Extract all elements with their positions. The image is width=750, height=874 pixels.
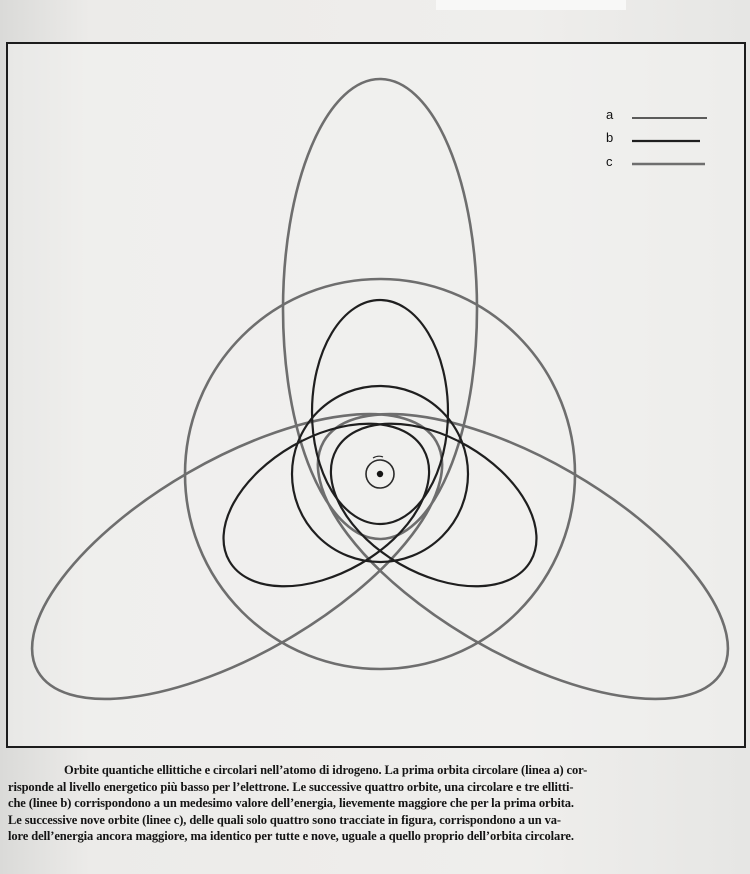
caption-line-4: Le successive nove orbite (linee c), delle quali solo quattro sono tracciate in figura, corrispondono a un va-: [8, 812, 561, 827]
nucleus: [377, 471, 383, 477]
caption-line-3: che (linee b) corrispondono a un medesimo valore dell’energia, lievemente maggiore che per la prima orbita.: [8, 796, 574, 811]
figure-caption: [8, 762, 746, 845]
legend-label-a: a: [606, 107, 614, 122]
legend-label-b: b: [606, 130, 614, 145]
caption-line-2: risponde al livello energetico più basso per l’elettrone. Le successive quattro orbite, una circolare e tre ellitti-: [8, 779, 574, 794]
orbit-c-ellipse-top: [283, 79, 477, 539]
orbits-c-group: [0, 79, 750, 756]
legend-lines: [632, 118, 707, 164]
caption-line-1: Orbite quantiche ellittiche e circolari nell’atomo di idrogeno. La prima orbita circolare (linea a) cor-: [64, 763, 588, 777]
electron-arrow: [373, 456, 383, 458]
legend-label-c: c: [606, 154, 613, 169]
caption-line-5: lore dell’energia ancora maggiore, ma identico per tutte e nove, uguale a quello proprio dell’orbita circolare.: [8, 829, 574, 844]
orbit-a-group: [366, 456, 394, 488]
orbit-b-ellipse-top: [312, 300, 448, 524]
